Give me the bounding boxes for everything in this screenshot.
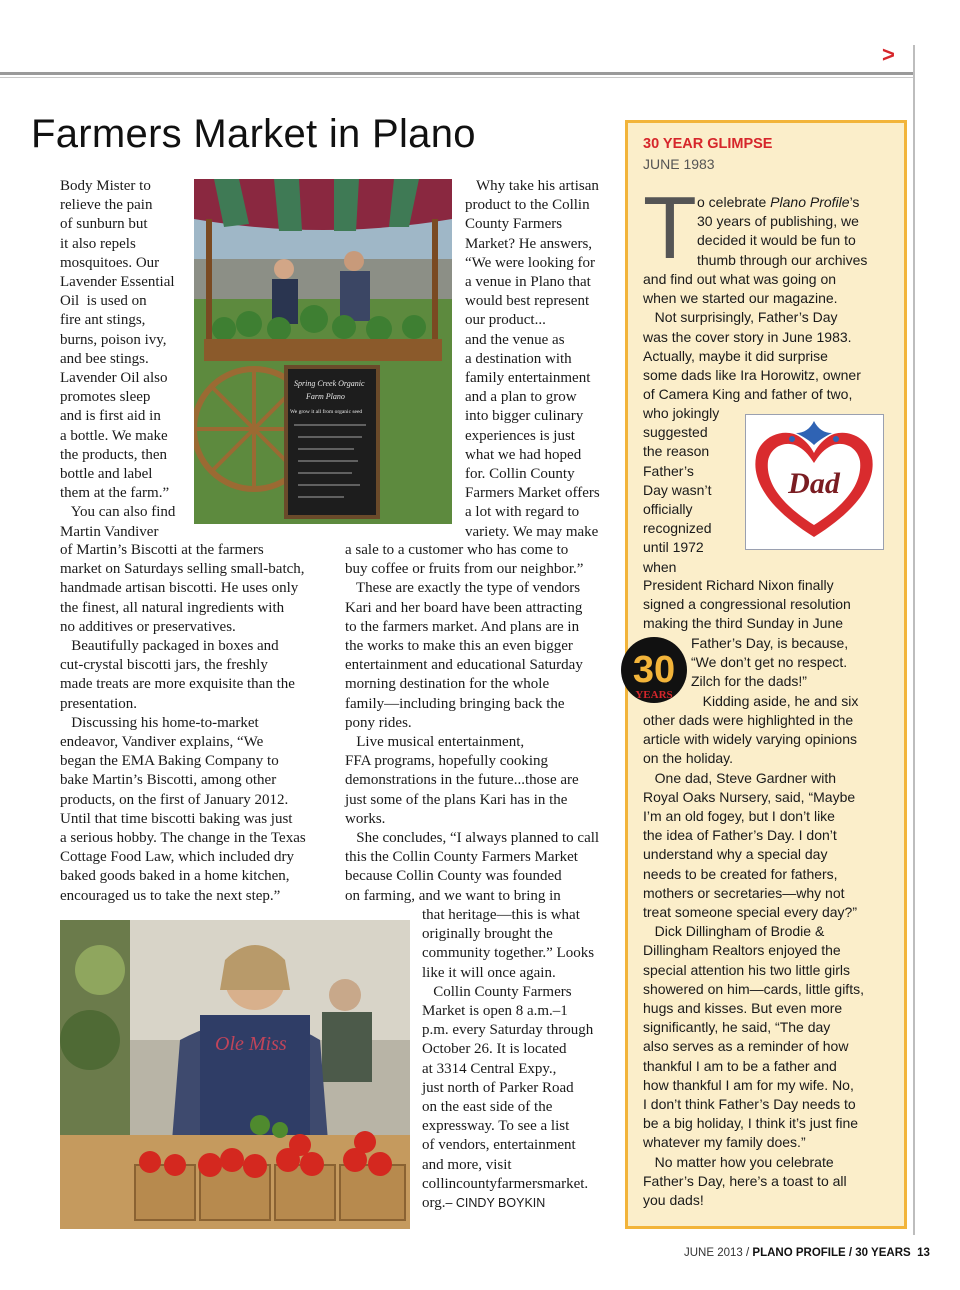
chalkboard-line3: We grow it all from organic seed <box>290 409 363 415</box>
text-line: a venue in Plano that <box>465 274 591 291</box>
text-line: market on Saturdays selling small-batch, <box>60 561 305 578</box>
text-line: product to the Collin <box>465 197 590 214</box>
text-line: on the holiday. <box>643 750 734 767</box>
thirty-years-badge <box>620 636 688 704</box>
footer-magazine: PLANO PROFILE / 30 YEARS <box>752 1247 911 1259</box>
text-line: just some of the plans Kari has in the <box>345 791 568 808</box>
column-1-bottom <box>60 541 335 906</box>
text-line: that heritage—this is what <box>422 907 580 923</box>
text-line: them at the farm.” <box>60 485 170 502</box>
text-line: some dads like Ira Horowitz, owner <box>643 367 861 384</box>
header-rule <box>0 72 913 75</box>
text-line: the products, then <box>60 446 168 463</box>
text-line: Actually, maybe it did surprise <box>643 347 828 364</box>
text-line: Market? He answers, <box>465 235 593 252</box>
text-line: bake Martin’s Biscotti, among other <box>60 772 277 789</box>
text-line: bottle and label <box>60 466 153 483</box>
text-line: the idea of Father’s Day. I don’t <box>643 827 837 844</box>
text-line: I don’t think Father’s Day needs to <box>643 1096 856 1113</box>
text-line: just north of Parker Road <box>422 1079 574 1096</box>
text-line: a lot with regard to <box>465 504 580 521</box>
text-line: promotes sleep <box>60 389 151 406</box>
text-line: like it will once again. <box>422 964 556 981</box>
column-2-top <box>465 177 613 542</box>
text-line: cut-crystal biscotti jars, the freshly <box>60 657 268 674</box>
text-line: special attention his two little girls <box>643 961 850 978</box>
dad-label: Dad <box>788 467 840 500</box>
tomato-stand-photo <box>60 920 410 1229</box>
text-line: for. Collin County <box>465 466 575 483</box>
text-line: a sale to a customer who has come to <box>345 542 569 558</box>
text-line: recognized <box>643 520 712 537</box>
text-line: Kari and her board have been attracting <box>345 599 583 616</box>
text-line: burns, poison ivy, <box>60 331 167 348</box>
column-2-bottom <box>422 906 617 1213</box>
sidebar-text-d <box>691 634 896 711</box>
footer-date: JUNE 2013 <box>684 1247 743 1259</box>
sidebar-intro-line1: o celebrate Plano Profile’s <box>697 194 860 210</box>
text-line: entertainment and educational Saturday <box>345 657 583 674</box>
text-line: Discussing his home-to-market <box>60 714 259 731</box>
text-line: making the third Sunday in June <box>643 615 844 632</box>
text-line: understand why a special day <box>643 846 828 863</box>
text-line: of Martin’s Biscotti at the farmers <box>60 542 264 558</box>
text-line: be a big holiday, I think it’s just fine <box>643 1115 859 1132</box>
badge-number: 30 <box>632 649 676 691</box>
text-line: relieve the pain <box>60 197 153 214</box>
text-line: Father’s <box>643 462 694 479</box>
text-line: the works to make this an even bigger <box>345 638 573 655</box>
sidebar-text-c <box>643 576 893 634</box>
text-line: the finest, all natural ingredients with <box>60 599 285 616</box>
sidebar-text-a <box>643 270 893 404</box>
text-line: into bigger culinary <box>465 408 584 425</box>
text-line: a serious hobby. The change in the Texas <box>60 830 306 847</box>
text-line: was the cover story in June 1983. <box>643 328 852 345</box>
text-line: needs to be created for fathers, <box>643 865 838 882</box>
text-line: who jokingly <box>643 405 720 421</box>
text-line: officially <box>643 501 693 518</box>
text-line: Beautifully packaged in boxes and <box>60 638 279 655</box>
text-line: when <box>643 558 677 575</box>
text-line: October 26. It is located <box>422 1041 567 1058</box>
text-line: collincountyfarmersmarket. <box>422 1175 589 1192</box>
text-line: Body Mister to <box>60 178 151 194</box>
text-line: on farming, and we want to bring in <box>345 887 561 904</box>
chalkboard-line1: Spring Creek Organic <box>294 379 365 388</box>
text-line: “We were looking for <box>465 254 595 271</box>
text-line: you dads! <box>643 1192 704 1209</box>
text-line: showered on him—cards, little gifts, <box>643 980 864 997</box>
text-line: a bottle. We make <box>60 427 168 444</box>
text-line: You can also find <box>60 504 176 521</box>
text-line: no additives or preservatives. <box>60 618 236 635</box>
text-line: when we started our magazine. <box>643 290 838 307</box>
text-line: community together.” Looks <box>422 945 595 962</box>
text-line: p.m. every Saturday through <box>422 1022 594 1039</box>
drop-cap: T <box>643 178 697 277</box>
text-line: endeavor, Vandiver explains, “We <box>60 734 264 751</box>
text-line: FFA programs, hopefully cooking <box>345 753 549 770</box>
text-line: Kidding aside, he and six <box>691 692 859 709</box>
sidebar-date: JUNE 1983 <box>643 156 715 172</box>
text-line: Lavender Oil also <box>60 370 168 387</box>
text-line: Martin Vandiver <box>60 523 159 540</box>
text-line: Cottage Food Law, which included dry <box>60 849 294 866</box>
text-line: Live musical entertainment, <box>345 734 525 751</box>
text-line: this the Collin County Farmers Market <box>345 849 578 866</box>
text-line: because Collin County was founded <box>345 868 562 885</box>
text-line: I’m an old fogey, but I don’t like <box>643 808 835 825</box>
header-rule-thin <box>0 77 913 78</box>
market-stall-photo <box>194 179 452 524</box>
text-line: fire ant stings, <box>60 312 146 329</box>
text-line: and more, visit <box>422 1156 512 1173</box>
text-line: Dick Dillingham of Brodie & <box>643 923 825 940</box>
text-line: hugs and kisses. But even more <box>643 1000 843 1017</box>
text-line: presentation. <box>60 695 138 712</box>
text-line: and bee stings. <box>60 350 149 367</box>
text-line: mosquitoes. Our <box>60 254 160 271</box>
text-line: Day wasn’t <box>643 481 712 498</box>
page-number: 13 <box>917 1247 930 1259</box>
page-divider <box>913 45 915 1235</box>
text-line: originally brought the <box>422 926 553 943</box>
text-line: County Farmers <box>465 216 563 233</box>
text-line: and find out what was going on <box>643 271 837 287</box>
text-line: on the east side of the <box>422 1099 553 1116</box>
text-line: whatever my family does.” <box>643 1134 806 1151</box>
dad-heart-image <box>745 414 884 550</box>
text-line: demonstrations in the future...those are <box>345 772 579 789</box>
text-line: Lavender Essential <box>60 274 175 291</box>
text-line: expressway. To see a list <box>422 1118 570 1135</box>
text-line: Until that time biscotti baking was just <box>60 810 293 827</box>
text-line: to the farmers market. And plans are in <box>345 618 580 635</box>
shirt-text: Ole Miss <box>215 1033 287 1055</box>
text-line: a destination with <box>465 350 572 367</box>
text-line: suggested <box>643 424 708 441</box>
page-footer: JUNE 2013 / PLANO PROFILE / 30 YEARS 13 <box>684 1247 930 1259</box>
text-line: and the venue as <box>465 331 565 348</box>
text-line: She concludes, “I always planned to call <box>345 830 600 847</box>
text-line: works. <box>345 810 386 827</box>
text-line: encouraged us to take the next step.” <box>60 887 281 904</box>
text-line: family—including bringing back the <box>345 695 565 712</box>
byline: – CINDY BOYKIN <box>445 1196 546 1211</box>
sidebar-intro: o celebrate Plano Profile’s 30 years of publishing, we decided it would be fun to thumb through our archives <box>697 193 897 270</box>
text-line: and is first aid in <box>60 408 161 425</box>
text-line: Zilch for the dads!” <box>691 673 807 690</box>
text-line: of Camera King and father of two, <box>643 386 853 403</box>
text-line: family entertainment <box>465 370 591 387</box>
text-line: buy coffee or fruits from our neighbor.” <box>345 561 584 578</box>
text-line: made treats are more exquisite than the <box>60 676 295 693</box>
text-line: Father’s Day, here’s a toast to all <box>643 1172 847 1189</box>
chalkboard-line2: Farm Plano <box>306 392 345 401</box>
text-line: experiences is just <box>465 427 575 444</box>
text-line: One dad, Steve Gardner with <box>643 769 836 786</box>
text-line: products, on the first of January 2012. <box>60 791 289 808</box>
text-line: until 1972 <box>643 539 704 556</box>
text-line: Father’s Day, is because, <box>691 635 849 651</box>
text-line: and a plan to grow <box>465 389 577 406</box>
column-2-middle <box>345 541 617 906</box>
article-title: Farmers Market in Plano <box>31 112 476 156</box>
text-line: Royal Oaks Nursery, said, “Maybe <box>643 788 856 805</box>
column-1-top <box>60 177 188 542</box>
next-page-arrow-icon[interactable]: > <box>882 42 895 67</box>
text-line: thankful I am to be a father and <box>643 1057 837 1074</box>
text-line: article with widely varying opinions <box>643 731 857 748</box>
text-line: “We don’t get no respect. <box>691 654 848 671</box>
sidebar-heading: 30 YEAR GLIMPSE <box>643 136 773 152</box>
text-line: Oil is used on <box>60 293 147 310</box>
text-line: how thankful I am for my wife. No, <box>643 1076 854 1093</box>
text-line: our product... <box>465 312 546 329</box>
text-line: variety. We may make <box>465 523 599 540</box>
text-line: treat someone special every day?” <box>643 904 857 921</box>
text-line: of vendors, entertainment <box>422 1137 576 1154</box>
sidebar-text-e <box>643 711 895 1210</box>
badge-word: YEARS <box>635 689 673 701</box>
text-line: what we had hoped <box>465 446 582 463</box>
text-line: morning destination for the whole <box>345 676 550 693</box>
text-line: pony rides. <box>345 714 412 731</box>
text-line: signed a congressional resolution <box>643 596 851 613</box>
text-line: also serves as a reminder of how <box>643 1038 849 1055</box>
text-line: Dillingham Realtors enjoyed the <box>643 942 841 959</box>
sidebar-text-b <box>643 404 743 577</box>
text-line: No matter how you celebrate <box>643 1153 834 1170</box>
text-line: Collin County Farmers <box>422 983 572 1000</box>
text-line: baked goods baked in a home kitchen, <box>60 868 290 885</box>
text-line: it also repels <box>60 235 136 252</box>
text-line: President Richard Nixon finally <box>643 577 834 593</box>
text-line: would best represent <box>465 293 590 310</box>
text-line: the reason <box>643 443 710 460</box>
text-line: handmade artisan biscotti. He uses only <box>60 580 299 597</box>
text-line: at 3314 Central Expy., <box>422 1060 557 1077</box>
text-line: other dads were highlighted in the <box>643 712 854 728</box>
text-line: Farmers Market offers <box>465 485 600 502</box>
text-line: significantly, he said, “The day <box>643 1019 831 1036</box>
text-line: Not surprisingly, Father’s Day <box>643 309 838 326</box>
text-line: Why take his artisan <box>465 178 599 194</box>
url-tail: org. <box>422 1195 446 1212</box>
text-line: of sunburn but <box>60 216 148 233</box>
text-line: began the EMA Baking Company to <box>60 753 279 770</box>
text-line: These are exactly the type of vendors <box>345 580 581 597</box>
text-line: mothers or secretaries—why not <box>643 884 845 901</box>
text-line: Market is open 8 a.m.–1 <box>422 1003 568 1020</box>
